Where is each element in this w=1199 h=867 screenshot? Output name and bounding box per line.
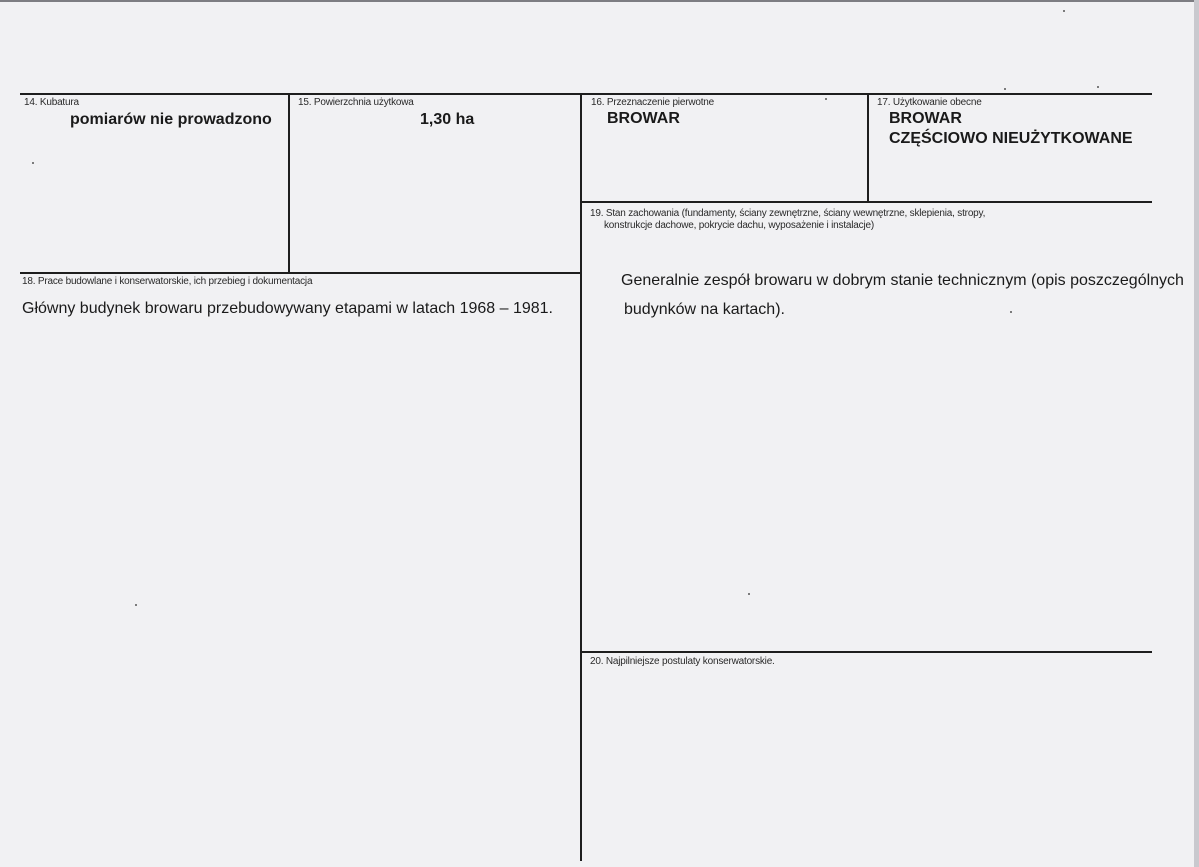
rule-above-19 — [582, 201, 1152, 203]
scan-speck — [1063, 10, 1065, 12]
field-16-value: BROWAR — [607, 110, 680, 127]
field-17-value-line2: CZĘŚCIOWO NIEUŻYTKOWANE — [889, 130, 1133, 147]
field-15-value: 1,30 ha — [420, 111, 475, 128]
field-19-text-line2: budynków na kartach). — [624, 301, 785, 318]
field-14-value: pomiarów nie prowadzono — [70, 111, 272, 128]
scan-speck — [32, 162, 34, 164]
rule-above-18 — [20, 272, 582, 274]
center-divider — [580, 93, 582, 861]
field-19-label-line2: konstrukcje dachowe, pokrycie dachu, wyposażenie i instalacje) — [604, 220, 874, 231]
field-18-text: Główny budynek browaru przebudowywany etapami w latach 1968 – 1981. — [22, 300, 553, 317]
field-14-label: 14. Kubatura — [24, 97, 79, 108]
field-16-label: 16. Przeznaczenie pierwotne — [591, 97, 715, 108]
field-19-text-line1: Generalnie zespół browaru w dobrym stanie technicznym (opis poszczególnych — [621, 272, 1184, 289]
scan-speck — [1004, 88, 1006, 90]
divider-14-15 — [288, 93, 290, 274]
field-17-value-line1: BROWAR — [889, 110, 962, 127]
field-19-label-line1: 19. Stan zachowania (fundamenty, ściany zewnętrzne, ściany wewnętrzne, sklepienia, stropy, — [590, 208, 986, 219]
field-20-label: 20. Najpilniejsze postulaty konserwatorskie. — [590, 656, 775, 667]
top-rule-left — [20, 93, 582, 95]
field-15-label: 15. Powierzchnia użytkowa — [298, 97, 414, 108]
divider-16-17 — [867, 93, 869, 203]
scan-speck — [135, 604, 137, 606]
field-17-label: 17. Użytkowanie obecne — [877, 97, 982, 108]
scan-speck — [1010, 311, 1012, 313]
page-right-edge — [1194, 0, 1199, 867]
rule-above-20 — [582, 651, 1152, 653]
scan-speck — [1097, 86, 1099, 88]
field-18-label: 18. Prace budowlane i konserwatorskie, ich przebieg i dokumentacja — [22, 276, 313, 287]
scan-speck — [748, 593, 750, 595]
page-top-edge — [0, 0, 1199, 2]
scan-speck — [825, 98, 827, 100]
